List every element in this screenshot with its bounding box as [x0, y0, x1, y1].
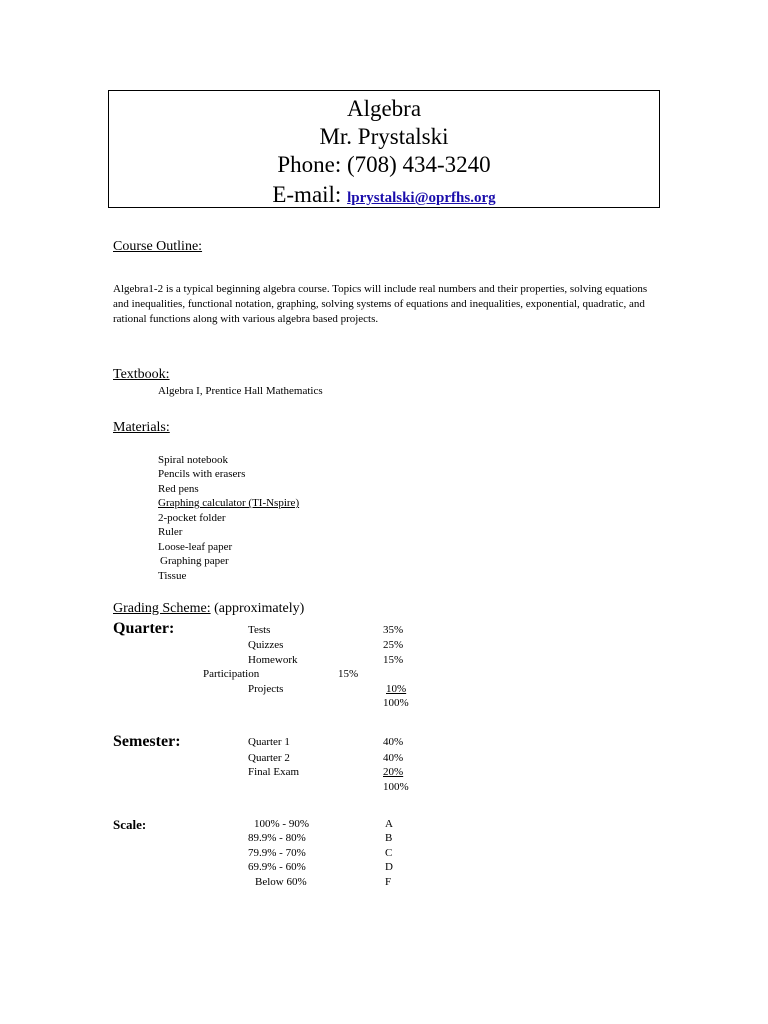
- quarter-item-pct: 15%: [383, 654, 404, 666]
- semester-item-pct: 40%: [383, 736, 404, 748]
- quarter-item-pct: 35%: [383, 624, 404, 636]
- material-item: 2-pocket folder: [158, 512, 226, 524]
- material-item: Pencils with erasers: [158, 468, 246, 480]
- quarter-item-pct: 25%: [383, 639, 404, 651]
- semester-label: Semester:: [113, 733, 181, 750]
- scale-range: 100% - 90%: [254, 818, 309, 830]
- scale-grade: C: [385, 847, 393, 859]
- quarter-item-name: Participation: [203, 668, 260, 680]
- quarter-label: Quarter:: [113, 620, 175, 637]
- scale-grade: F: [385, 876, 392, 888]
- quarter-item-pct: 10%: [386, 683, 407, 695]
- quarter-item-name: Projects: [248, 683, 284, 695]
- semester-item-pct: 20%: [383, 766, 404, 778]
- grading-note: (approximately): [214, 601, 305, 616]
- quarter-item-name: Homework: [248, 654, 298, 666]
- scale-range: 69.9% - 60%: [248, 861, 306, 873]
- material-item: Graphing paper: [160, 555, 229, 567]
- textbook-heading: Textbook:: [113, 367, 170, 382]
- email-label: E-mail:: [272, 182, 348, 207]
- course-outline-text: Algebra1-2 is a typical beginning algebra course. Topics will include real numbers and their properties, solving equations and inequalities, functional notation, graphing, solving systems of equations and inequalities, exponential, quadratic, and rational functions along with various algebra based projects.: [113, 283, 648, 325]
- email-line: [109, 181, 659, 212]
- semester-item-name: Final Exam: [248, 766, 300, 778]
- material-item: Graphing calculator (TI-Nspire): [158, 497, 300, 509]
- material-item: Tissue: [158, 570, 187, 582]
- scale-grade: A: [385, 818, 393, 830]
- quarter-total: 100%: [383, 697, 409, 709]
- scale-range: 79.9% - 70%: [248, 847, 306, 859]
- scale-range: Below 60%: [255, 876, 307, 888]
- course-title: Algebra: [346, 96, 422, 121]
- material-item: Ruler: [158, 526, 183, 538]
- course-outline-heading: Course Outline:: [113, 239, 203, 254]
- scale-range: 89.9% - 80%: [248, 832, 306, 844]
- semester-item-name: Quarter 2: [248, 752, 290, 764]
- grading-heading-line: [113, 600, 304, 617]
- grading-heading: Grading Scheme:: [113, 601, 211, 616]
- semester-item-name: Quarter 1: [248, 736, 290, 748]
- header-box: [108, 90, 660, 208]
- material-item: Spiral notebook: [158, 454, 228, 466]
- scale-label: Scale:: [113, 817, 147, 832]
- email-link[interactable]: lprystalski@oprfhs.org: [347, 190, 496, 206]
- textbook-title: Algebra I, Prentice Hall Mathematics: [158, 385, 323, 397]
- materials-heading: Materials:: [113, 420, 170, 435]
- semester-item-pct: 40%: [383, 752, 404, 764]
- quarter-item-pct: 15%: [338, 668, 359, 680]
- scale-grade: B: [385, 832, 393, 844]
- semester-total: 100%: [383, 781, 409, 793]
- teacher-phone: Phone: (708) 434-3240: [277, 152, 491, 177]
- quarter-item-name: Tests: [248, 624, 271, 636]
- material-item: Loose-leaf paper: [158, 541, 233, 553]
- teacher-name: Mr. Prystalski: [319, 124, 449, 149]
- material-item: Red pens: [158, 483, 199, 495]
- quarter-item-name: Quizzes: [248, 639, 284, 651]
- scale-grade: D: [385, 861, 393, 873]
